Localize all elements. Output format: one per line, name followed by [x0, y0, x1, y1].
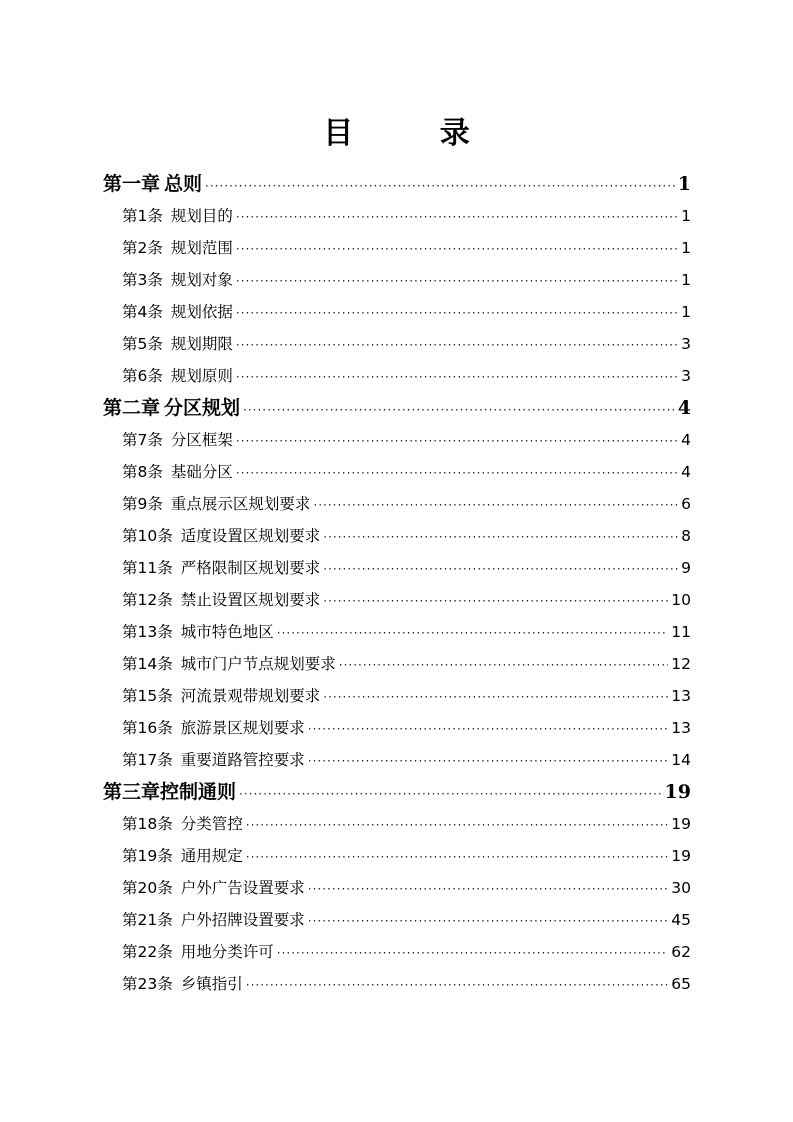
toc-article-11[interactable] [122, 552, 691, 584]
toc-entry-number: 第18条 [122, 815, 173, 833]
toc-article-10[interactable] [122, 520, 691, 552]
toc-leader-dots [236, 201, 678, 233]
toc-article-15[interactable] [122, 680, 691, 712]
toc-leader-dots [236, 233, 678, 265]
toc-page-number: 13 [671, 719, 691, 737]
toc-article-13[interactable] [122, 616, 691, 648]
toc-article-16[interactable] [122, 712, 691, 744]
toc-entry-title: 城市门户节点规划要求 [180, 655, 336, 673]
toc-leader-dots [236, 329, 678, 361]
toc-leader-dots [339, 649, 669, 681]
toc-entry-title: 重要道路管控要求 [180, 751, 305, 769]
toc-entry-number: 第2条 [122, 239, 163, 257]
toc-article-21[interactable] [122, 904, 691, 936]
toc-page-number: 10 [671, 591, 691, 609]
toc-article-22[interactable] [122, 936, 691, 968]
toc-entry-title: 分区规划 [164, 397, 241, 419]
toc-entry-title: 规划期限 [170, 335, 233, 353]
toc-page-number: 8 [681, 527, 691, 545]
toc-entry-number: 第三章 [103, 781, 161, 803]
toc-leader-dots [205, 170, 675, 202]
toc-article-6[interactable] [122, 360, 691, 392]
toc-entry-number: 第16条 [122, 719, 173, 737]
toc-page-number: 12 [671, 655, 691, 673]
toc-entry-number: 第二章 [103, 397, 161, 419]
toc-entry-number: 第19条 [122, 847, 173, 865]
toc-article-19[interactable] [122, 840, 691, 872]
toc-leader-dots [308, 905, 669, 937]
toc-article-17[interactable] [122, 744, 691, 776]
toc-entry-title: 规划原则 [170, 367, 233, 385]
toc-page-number: 1 [681, 239, 691, 257]
toc-page-number: 65 [671, 975, 691, 993]
toc-entry-number: 第3条 [122, 271, 163, 289]
toc-entry-title: 禁止设置区规划要求 [180, 591, 321, 609]
toc-article-12[interactable] [122, 584, 691, 616]
toc-page-number: 3 [681, 367, 691, 385]
toc-page-number: 3 [681, 335, 691, 353]
toc-entry-number: 第23条 [122, 975, 173, 993]
toc-entry-title: 规划目的 [170, 207, 233, 225]
toc-page-number: 1 [677, 173, 691, 195]
toc-entry-title: 规划对象 [170, 271, 233, 289]
toc-leader-dots [308, 873, 669, 905]
toc-page-number: 14 [671, 751, 691, 769]
toc-page-number: 1 [681, 303, 691, 321]
toc-article-23[interactable] [122, 968, 691, 1000]
toc-page-number: 1 [681, 207, 691, 225]
toc-page-number: 4 [681, 431, 691, 449]
toc-entry-number: 第4条 [122, 303, 163, 321]
toc-entry-number: 第13条 [122, 623, 173, 641]
toc-entry-number: 第10条 [122, 527, 173, 545]
toc-page-number: 13 [671, 687, 691, 705]
toc-page-number: 11 [671, 623, 691, 641]
toc-chapter-3[interactable] [103, 776, 691, 808]
toc-entry-number: 第一章 [103, 173, 161, 195]
toc-entry-title: 乡镇指引 [180, 975, 243, 993]
toc-entry-title: 户外招牌设置要求 [180, 911, 305, 929]
toc-article-3[interactable] [122, 264, 691, 296]
toc-entry-number: 第1条 [122, 207, 163, 225]
toc-entry-number: 第5条 [122, 335, 163, 353]
toc-article-4[interactable] [122, 296, 691, 328]
toc-page-number: 62 [671, 943, 691, 961]
toc-entry-title: 户外广告设置要求 [180, 879, 305, 897]
toc-entry-number: 第17条 [122, 751, 173, 769]
toc-article-14[interactable] [122, 648, 691, 680]
toc-page-number: 19 [671, 815, 691, 833]
toc-leader-dots [236, 457, 678, 489]
toc-entry-title: 总则 [164, 173, 203, 195]
toc-entry-title: 适度设置区规划要求 [180, 527, 321, 545]
toc-entry-title: 通用规定 [180, 847, 243, 865]
toc-leader-dots [323, 585, 668, 617]
toc-entry-title: 严格限制区规划要求 [180, 559, 321, 577]
toc-leader-dots [277, 937, 669, 969]
toc-leader-dots [236, 425, 678, 457]
toc-page-number: 30 [671, 879, 691, 897]
toc-entry-title: 规划范围 [170, 239, 233, 257]
toc-leader-dots [308, 745, 669, 777]
toc-page-number: 9 [681, 559, 691, 577]
toc-leader-dots [236, 361, 678, 393]
toc-leader-dots [313, 489, 678, 521]
toc-page-number: 19 [671, 847, 691, 865]
toc-leader-dots [239, 778, 662, 810]
toc-page-number: 4 [681, 463, 691, 481]
toc-entry-title: 重点展示区规划要求 [170, 495, 311, 513]
toc-article-9[interactable] [122, 488, 691, 520]
toc-article-5[interactable] [122, 328, 691, 360]
toc-page-number: 45 [671, 911, 691, 929]
toc-entry-title: 旅游景区规划要求 [180, 719, 305, 737]
toc-entry-title: 规划依据 [170, 303, 233, 321]
toc-entry-number: 第12条 [122, 591, 173, 609]
toc-entry-title: 分类管控 [180, 815, 243, 833]
toc-leader-dots [277, 617, 669, 649]
toc-entry-number: 第22条 [122, 943, 173, 961]
toc-entry-number: 第7条 [122, 431, 163, 449]
table-of-contents [0, 168, 793, 1000]
toc-article-18[interactable] [122, 808, 691, 840]
toc-page-number: 1 [681, 271, 691, 289]
toc-entry-number: 第21条 [122, 911, 173, 929]
toc-entry-title: 分区框架 [170, 431, 233, 449]
toc-page-number: 19 [664, 781, 691, 803]
toc-entry-number: 第11条 [122, 559, 173, 577]
toc-article-1[interactable] [122, 200, 691, 232]
toc-entry-number: 第9条 [122, 495, 163, 513]
toc-article-2[interactable] [122, 232, 691, 264]
toc-entry-number: 第8条 [122, 463, 163, 481]
toc-entry-title: 河流景观带规划要求 [180, 687, 321, 705]
toc-leader-dots [323, 553, 678, 585]
toc-leader-dots [236, 265, 678, 297]
toc-entry-number: 第15条 [122, 687, 173, 705]
toc-entry-title: 用地分类许可 [180, 943, 274, 961]
toc-leader-dots [246, 969, 669, 1001]
toc-leader-dots [308, 713, 669, 745]
toc-entry-title: 基础分区 [170, 463, 233, 481]
toc-entry-title: 控制通则 [160, 781, 237, 803]
toc-page-number: 6 [681, 495, 691, 513]
toc-entry-number: 第20条 [122, 879, 173, 897]
toc-article-7[interactable] [122, 424, 691, 456]
toc-leader-dots [323, 681, 668, 713]
toc-entry-number: 第6条 [122, 367, 163, 385]
toc-chapter-1[interactable] [103, 168, 691, 200]
toc-chapter-2[interactable] [103, 392, 691, 424]
toc-entry-title: 城市特色地区 [180, 623, 274, 641]
toc-article-20[interactable] [122, 872, 691, 904]
toc-leader-dots [243, 394, 675, 426]
toc-leader-dots [246, 841, 669, 873]
toc-leader-dots [246, 809, 669, 841]
toc-leader-dots [236, 297, 678, 329]
toc-entry-number: 第14条 [122, 655, 173, 673]
toc-article-8[interactable] [122, 456, 691, 488]
page-title: 目 录 [323, 116, 508, 151]
toc-page-number: 4 [677, 397, 691, 419]
toc-leader-dots [323, 521, 678, 553]
